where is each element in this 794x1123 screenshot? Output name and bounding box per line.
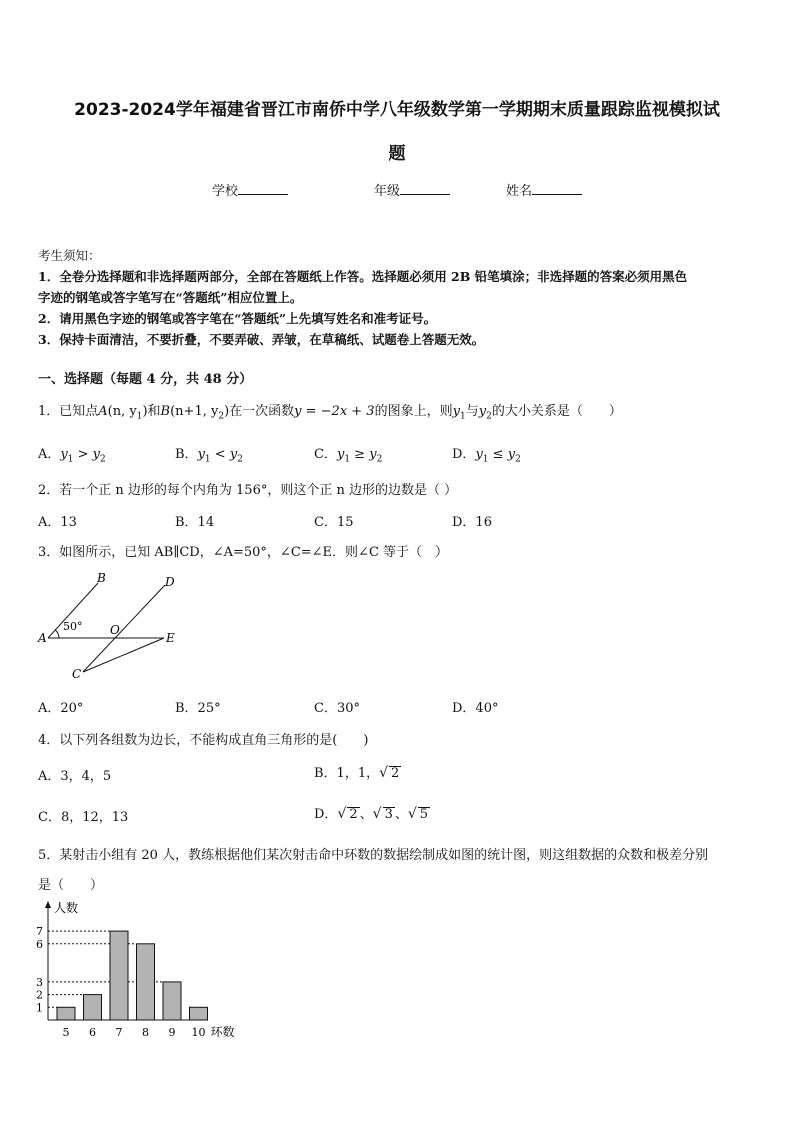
q4-option-b[interactable]: B．1，1，√ 2	[314, 765, 400, 781]
name-field[interactable]: 姓名	[506, 180, 582, 199]
exam-title	[30, 88, 764, 176]
label-o: O	[110, 623, 120, 637]
label-b: B	[97, 571, 106, 585]
x-tick-label: 10	[191, 1026, 206, 1039]
question-4: 4．以下列各组数为边长，不能构成直角三角形的是( )	[38, 733, 369, 748]
notice-item-2: 2．请用黑色字迹的钢笔或答字笔在“答题纸”上先填写姓名和准考证号。	[38, 311, 437, 326]
q3-option-c[interactable]: C．30°	[314, 701, 360, 716]
notice-heading: 考生须知：	[38, 248, 101, 263]
label-e: E	[166, 631, 175, 645]
school-field[interactable]: 学校	[212, 180, 288, 199]
q3-option-d[interactable]: D．40°	[452, 701, 499, 716]
q5-bar-chart	[30, 898, 260, 1048]
segment-cd	[83, 585, 165, 672]
x-tick-label: 9	[168, 1026, 176, 1039]
label-c: C	[72, 667, 82, 681]
q2-option-a[interactable]: A．13	[38, 515, 77, 530]
q1-option-c[interactable]: C．$y_1 \ge y_2$	[314, 447, 383, 465]
question-1: 1．已知点A(n, $y_1$)和B(n+1, $y_2$)在一次函数y = −2x + 3的图象上，则$y_1$与$y_2$的大小关系是（ ）	[38, 404, 622, 422]
notice-item-1b: 字迹的钢笔或答字笔写在“答题纸”相应位置上。	[38, 290, 303, 305]
label-d: D	[165, 575, 175, 589]
label-a: A	[38, 631, 47, 645]
q1-option-b[interactable]: B．$y_1 < y_2$	[175, 447, 243, 465]
q2-option-c[interactable]: C．15	[314, 515, 354, 530]
angle-arc	[55, 630, 59, 638]
notice-item-3: 3．保持卡面清洁，不要折叠，不要弄破、弄皱，在草稿纸、试题卷上答题无效。	[38, 332, 485, 347]
y-axis-arrow	[45, 901, 51, 908]
bar-10	[190, 1007, 208, 1020]
q3-geometry-figure	[30, 568, 200, 686]
q1-option-d[interactable]: D．$y_1 \le y_2$	[452, 447, 521, 465]
x-axis-label: 环数	[210, 1025, 235, 1039]
x-tick-label: 8	[142, 1026, 149, 1039]
notice-item-1a: 1．全卷分选择题和非选择题两部分，全部在答题纸上作答。选择题必须用 2B 铅笔填涂；非选择题的答案必须用黑色	[38, 269, 688, 284]
bar-7	[110, 931, 128, 1020]
q1-option-a[interactable]: A．$y_1 > y_2$	[38, 447, 106, 465]
title-line-2: 题	[388, 144, 406, 164]
q4-option-c[interactable]: C．8，12，13	[38, 810, 129, 825]
bar-9	[163, 982, 181, 1020]
grade-field[interactable]: 年级	[374, 180, 450, 199]
question-5-line-1: 5．某射击小组有 20 人，教练根据他们某次射击命中环数的数据绘制成如图的统计图，则这组数据的众数和极差分别	[38, 848, 709, 863]
question-2: 2．若一个正 n 边形的每个内角为 156°，则这个正 n 边形的边数是（ ）	[38, 483, 458, 498]
q3-option-a[interactable]: A．20°	[38, 701, 84, 716]
y-tick-label: 1	[36, 1001, 43, 1015]
bar-8	[137, 944, 155, 1020]
exam-notice	[38, 245, 760, 350]
x-tick-label: 6	[89, 1026, 96, 1039]
question-5-line-2: 是（ ）	[38, 878, 104, 893]
segment-ce	[83, 638, 164, 672]
y-tick-label: 3	[36, 975, 43, 989]
title-line-1: 2023-2024学年福建省晋江市南侨中学八年级数学第一学期期末质量跟踪监视模拟试	[74, 100, 720, 120]
q2-option-b[interactable]: B．14	[175, 515, 215, 530]
y-tick-label: 2	[36, 988, 43, 1002]
bar-6	[84, 995, 102, 1020]
section-heading: 一、选择题（每题 4 分，共 48 分）	[38, 372, 253, 387]
y-axis-label: 人数	[54, 901, 79, 915]
bar-5	[57, 1007, 75, 1020]
q4-option-a[interactable]: A．3，4，5	[38, 769, 112, 784]
y-tick-label: 7	[36, 925, 43, 939]
label-angle: 50°	[63, 620, 83, 633]
x-tick-label: 7	[115, 1026, 123, 1039]
y-tick-label: 6	[36, 937, 43, 951]
q4-option-d[interactable]: D．√ 2 、√ 3 、√ 5	[314, 806, 429, 822]
question-3: 3．如图所示，已知 AB∥CD，∠A=50°，∠C=∠E．则∠C 等于（ ）	[38, 545, 449, 560]
q3-option-b[interactable]: B．25°	[175, 701, 221, 716]
q2-option-d[interactable]: D．16	[452, 515, 492, 530]
x-tick-label: 5	[62, 1026, 70, 1039]
